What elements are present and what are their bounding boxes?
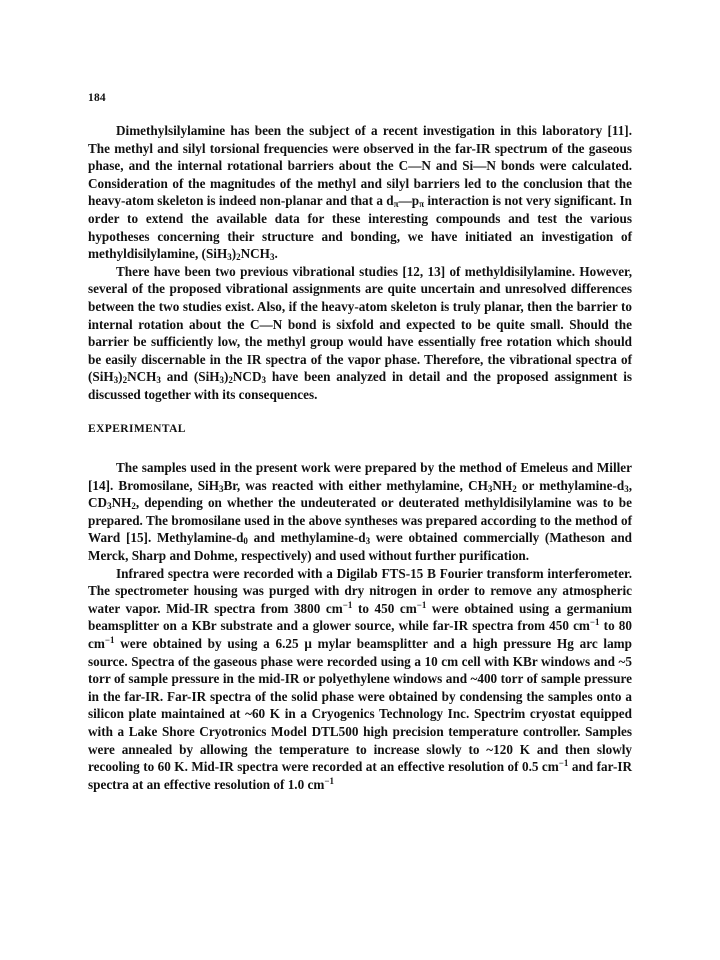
subscript: 3 — [218, 483, 224, 494]
subscript: 2 — [512, 483, 517, 494]
experimental-paragraph-2: Infrared spectra were recorded with a Digilab FTS-15 B Fourier transform interferometer. The spectrometer housing was purged with dry nitrogen in order to remove any atmospheric water vapor. Mid-IR spectra from 3800 $cm^{-1}$ to 450 $cm^{-1}$ were obtained using a germanium beamsplitter on a KBr substrate and a glower source, while far-IR spectra from 450 $cm^{-1}$ to 80 $cm^{-1}$ were obtained by using a 6.25 μ mylar beamsplitter and a high pressure Hg arc lamp source. Spectra of the gaseous phase were recorded using a 10 cm cell with KBr windows and ~5 torr of sample pressure in the mid-IR or polyethylene windows and ~400 torr of sample pressure in the far-IR. Far-IR spectra of the solid phase were obtained by condensing the samples onto a silicon plate maintained at ~60 K in a Cryogenics Technology Inc. Spectrim cryostat equipped with a Lake Shore Cryotronics Model DTL500 high precision temperature controller. Samples were annealed by allowing the temperature to increase slowly to ~120 K and then slowly recooling to 60 K. Mid-IR spectra were recorded at an effective resolution of 0.5 $cm^{-1}$ and far-IR spectra at an effective resolution of 1.0 $cm^{-1}$ — [88, 565, 632, 792]
superscript: −1 — [416, 599, 427, 610]
subscript: 3 — [113, 375, 119, 386]
subscript: 3 — [269, 252, 275, 263]
subscript: 3 — [624, 483, 629, 494]
superscript: −1 — [104, 635, 115, 646]
subscript: 2 — [131, 501, 136, 512]
subscript: 2 — [236, 252, 241, 263]
subscript: π — [419, 199, 425, 210]
subscript: 3 — [107, 501, 112, 512]
subscript: 2 — [122, 375, 128, 386]
subscript: 0 — [243, 536, 248, 547]
subscript: 3 — [219, 375, 224, 386]
subscript: 3 — [227, 252, 232, 263]
intro-paragraph-1: Dimethylsilylamine has been the subject of a recent investigation in this laboratory [11]. The methyl and silyl torsional frequencies were observed in the far-IR spectrum of the gaseous phase, and the internal rotational barriers about the C—N and Si—N bonds were calculated. Consideration of the magnitudes of the methyl and silyl barriers led to the conclusion that the heavy-atom skeleton is indeed non-planar and that a $d_\pi—p_\pi$ interaction is not very significant. In order to extend the available data for these interesting compounds and test the various hypotheses concerning their structure and bonding, we have initiated an investigation of methyldisilylamine, $(SiH_3)_2NCH_3$. — [88, 123, 632, 263]
subscript: 2 — [228, 375, 233, 386]
section-heading-experimental: EXPERIMENTAL — [88, 422, 186, 435]
subscript: π — [393, 199, 399, 210]
subscript: 3 — [487, 483, 493, 494]
superscript: −1 — [558, 758, 569, 769]
superscript: −1 — [324, 775, 334, 786]
experimental-paragraph-1: The samples used in the present work were prepared by the method of Emeleus and Miller [14]. Bromosilane, SiH$_3$Br, was reacted with either methylamine, $CH_3NH_2$ or methylamine-$d_3$, $CD_3NH_2$, depending on whether the undeuterated or deuterated methyldisilylamine was to be prepared. The bromosilane used in the above syntheses was prepared according to the method of Ward [15]. Methylamine-$d_0$ and methylamine-$d_3$ were obtained commercially (Matheson and Merck, Sharp and Dohme, respectively) and used without further purification. — [88, 460, 632, 564]
subscript: 3 — [365, 536, 371, 547]
subscript: 3 — [156, 375, 161, 386]
intro-paragraph-2: There have been two previous vibrational studies [12, 13] of methyldisilylamine. However, several of the proposed vibrational assignments are quite uncertain and unresolved differences between the two studies exist. Also, if the heavy-atom skeleton is truly planar, then the barrier to internal rotation about the C—N bond is sixfold and expected to be quite small. Should the barrier be sufficiently low, the methyl group would have essentially free rotation which should be easily discernable in the IR spectra of the vapor phase. Therefore, the vibrational spectra of $(SiH_3)_2NCH_3$ and $(SiH_3)_2NCD_3$ have been analyzed in detail and the proposed assignment is discussed together with its consequences. — [88, 263, 632, 402]
page-number: 184 — [88, 92, 106, 104]
superscript: −1 — [342, 599, 353, 610]
subscript: 3 — [261, 375, 266, 386]
superscript: −1 — [589, 617, 600, 628]
text-column — [88, 122, 632, 793]
